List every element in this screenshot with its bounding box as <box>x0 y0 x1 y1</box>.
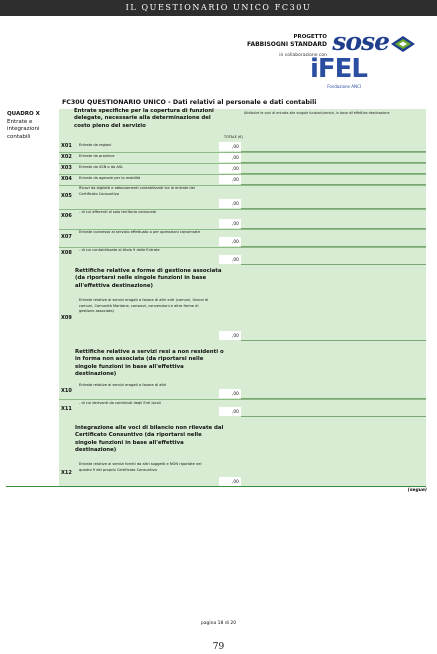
row-label: Entrate relative ai servizi erogati a favore di altri enti (comuni, Unioni di comuni, Comunità Montane, consorzi, convenzioni e altre forme di gestione associata) <box>79 298 209 314</box>
row-code: X08 <box>61 250 72 256</box>
row-divider <box>59 174 426 175</box>
row-code: X04 <box>61 176 72 182</box>
amount-value: ,00 <box>232 202 239 207</box>
amount-value: ,00 <box>232 480 239 485</box>
row-code: X12 <box>61 470 72 476</box>
quadro-desc-2: integrazioni <box>7 126 40 133</box>
form-heading: Entrate specifiche per la copertura di funzioni delegate, necessarie alla determinazione del costo pieno del servizio <box>74 108 214 129</box>
row-label: Entrate connesse al servizio effettuato o per operazioni conservate <box>79 230 200 234</box>
row-code: X11 <box>61 406 72 412</box>
section-title: FC30U QUESTIONARIO UNICO - Dati relativi al personale e dati contabili <box>62 99 317 106</box>
running-header: IL QUESTIONARIO UNICO FC30U <box>0 0 437 16</box>
row-divider <box>59 152 426 153</box>
row-divider <box>59 399 426 400</box>
row-label: - di cui contabilizzate al titolo 9 delle Entrate <box>79 248 160 252</box>
ifel-subtitle: Fondazione ANCI <box>327 84 361 89</box>
amount-value: ,00 <box>232 392 239 397</box>
row-label: Entrate da province <box>79 154 115 158</box>
page-number: 79 <box>212 642 225 652</box>
form-instruction: Attribuire le voci di entrata alle singole funzioni/servizi, in base all'effettiva destinazione <box>244 111 390 115</box>
row-label: Ricavi da biglietti e abbonamenti contabilizzati tra le entrate del Certificato Consuntivo <box>79 186 195 196</box>
form-bottom-rule <box>6 486 426 487</box>
row-code: X10 <box>61 388 72 394</box>
amount-value: ,00 <box>232 178 239 183</box>
group-title: Rettifiche relative a forme di gestione associata (da riportarsi nelle singole funzioni in base all'effettiva destinazione) <box>75 268 222 289</box>
row-code: X06 <box>61 213 72 219</box>
quadro-label <box>7 111 40 141</box>
amount-value: ,00 <box>232 334 239 339</box>
continues-note: (segue) <box>407 488 427 493</box>
row-code: X01 <box>61 143 72 149</box>
amount-value: ,00 <box>232 410 239 415</box>
project-label <box>217 34 327 48</box>
fabbisogni-text: FABBISOGNI STANDARD <box>247 41 327 48</box>
group-title: Integrazione alle voci di bilancio non rilevate dal Certificato Consuntivo (da riportarsi nelle singole funzioni in base all'effettiva destinazione) <box>75 425 224 453</box>
row-code: X02 <box>61 154 72 160</box>
row-label: Entrate da SSN o da ASL <box>79 165 124 169</box>
sose-logo-mark-icon <box>389 32 419 54</box>
row-label: - di cui derivanti da contributi degli Enti locali <box>79 401 161 405</box>
row-label: Entrate da regioni <box>79 143 112 147</box>
row-divider <box>59 163 426 164</box>
row-label: Entrate relative ai servizi erogati a favore di altri <box>79 383 167 387</box>
amount-value: ,00 <box>232 167 239 172</box>
logos-block <box>219 26 419 96</box>
row-label: Entrate da agenzie per la mobilità <box>79 176 141 180</box>
row-rule <box>241 340 426 341</box>
progetto-text: PROGETTO <box>293 34 327 40</box>
amount-value: ,00 <box>232 145 239 150</box>
amount-value: ,00 <box>232 240 239 245</box>
row-label: Entrate relative ai servizi forniti da altri soggetti e NON riportate nel quadro 9 del proprio Certificato Consuntivo <box>79 462 202 472</box>
quadro-code: QUADRO X <box>7 111 40 117</box>
row-code: X03 <box>61 165 72 171</box>
ifel-logo: iFEL <box>309 54 367 84</box>
collaboration-text: in collaborazione con <box>279 53 327 58</box>
quadro-desc-3: contabili <box>7 133 31 140</box>
group-title: Rettifiche relative a servizi resi a non residenti o in forma non associata (da riportarsi nelle singole funzioni in base all'effettiva destinazione) <box>75 349 224 377</box>
quadro-desc-1: Entrate e <box>7 118 33 125</box>
row-code: X07 <box>61 234 72 240</box>
total-column-header: TOTALE (€) <box>224 135 243 139</box>
amount-value: ,00 <box>232 258 239 263</box>
sose-logo: sose <box>332 27 389 56</box>
row-rule <box>241 264 426 265</box>
amount-value: ,00 <box>232 222 239 227</box>
page-counter: pagina 18 di 20 <box>200 621 237 626</box>
row-label: - di cui afferenti al solo territorio comunale <box>79 210 156 214</box>
row-rule <box>241 416 426 417</box>
row-code: X05 <box>61 193 72 199</box>
amount-value: ,00 <box>232 156 239 161</box>
row-code: X09 <box>61 315 72 321</box>
